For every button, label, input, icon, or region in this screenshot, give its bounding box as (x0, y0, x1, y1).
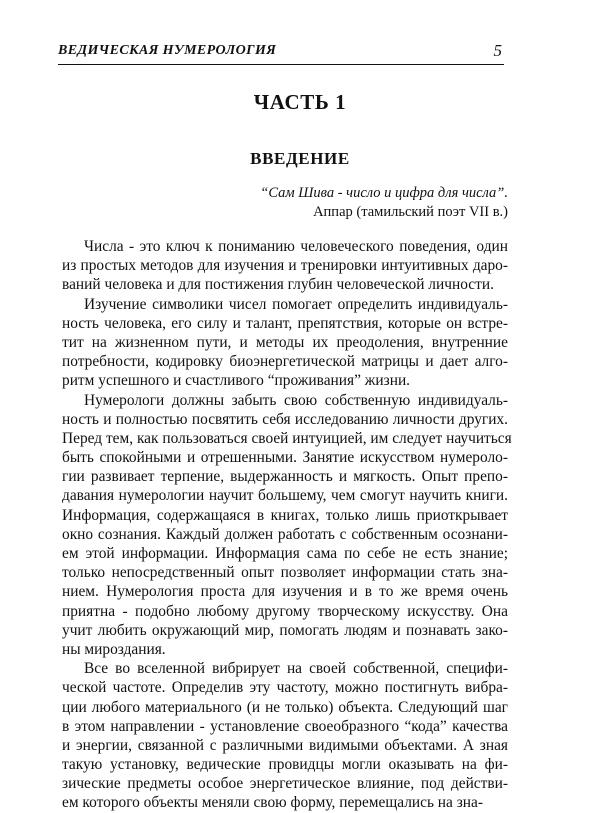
page-number: 5 (493, 41, 502, 60)
running-header (58, 40, 504, 65)
text-line: Числа - это ключ к пониманию человеческого поведения, один (84, 238, 508, 255)
text-line: зические предметы особое энергетическое влияние, под действи- (62, 775, 508, 793)
text-line: Все во вселенной вибрирует на своей собственной, специфи- (84, 660, 508, 678)
part-title: ЧАСТЬ 1 (253, 90, 347, 114)
text-line: из простых методов для изучения и тренировки интуитивных даро- (62, 257, 508, 275)
text-line: Нумерологи должны забыть свою собственную индивидуаль- (84, 391, 508, 409)
text-line: быть спокойными и отрешенными. Занятие искусством нумероло- (62, 449, 508, 467)
text-line: только непосредственный опыт позволяет информации стать зна- (62, 564, 508, 582)
text-line: ность и полностью посвятить себя исследованию личности других. (62, 410, 508, 428)
text-line: ность человека, его силу и талант, препятствия, которые он встре- (62, 314, 508, 332)
paragraph (62, 391, 512, 660)
text-line: в этом направлении - установление своеобразного “кода” качества (62, 717, 508, 735)
text-line: ритм успешного и счастливого “проживания” жизни. (62, 372, 411, 390)
text-line: гии развивает терпение, выдержанность и мягкость. Опыт препо- (62, 468, 508, 486)
epigraph (260, 184, 508, 222)
text-line: Изучение символики чисел помогает определить индивидуаль- (84, 295, 508, 313)
text-line: и энергии, связанной с различными видимыми объектами. А зная (62, 736, 508, 754)
text-line: ем этой информации. Информация сама по себе не есть знание; (62, 545, 508, 562)
running-title: ВЕДИЧЕСКАЯ НУМЕРОЛОГИЯ (58, 43, 277, 58)
text-line: ции любого материального (и не только) объекта. Следующий шаг (62, 698, 508, 716)
paragraph (62, 295, 508, 391)
text-line: ваний человека и для постижения глубин человеческой личности. (62, 276, 494, 294)
text-line: ем которого объекты меняли свою форму, перемещались на зна- (62, 794, 483, 812)
paragraph (62, 659, 508, 813)
text-line: такую установку, ведические провидцы могли оказывать на фи- (62, 756, 508, 774)
epigraph-attribution: Аппар (тамильский поэт VII в.) (313, 204, 508, 220)
text-line: ческой частоте. Определив эту частоту, можно постигнуть вибра- (62, 679, 508, 697)
paragraph (62, 237, 508, 295)
text-line: тит на жизненном пути, и методы их преодоления, внутренние (62, 333, 508, 351)
text-line: потребности, кодировку биоэнергетической матрицы и дает алго- (62, 353, 508, 371)
epigraph-quote: “Сам Шива - число и цифра для числа”. (260, 185, 508, 201)
text-line: учит любить окружающий мир, помогать людям и познавать зако- (62, 621, 508, 639)
text-line: Информация, содержащаяся в книгах, только лишь приоткрывает (62, 506, 508, 524)
text-line: Перед тем, как пользоваться своей интуицией, им следует научиться (62, 429, 512, 447)
text-line: приятна - подобно любому другому творческому искусству. Она (62, 602, 508, 620)
body-text (62, 237, 512, 813)
text-line: нием. Нумерология проста для изучения и в то же время очень (62, 583, 508, 601)
text-line: давания нумерологии научит большему, чем смогут научить книги. (62, 487, 508, 505)
text-line: ны мироздания. (62, 640, 166, 658)
section-title: ВВЕДЕНИЕ (250, 149, 350, 168)
text-line: окно сознания. Каждый должен работать с собственным осознани- (62, 525, 508, 543)
